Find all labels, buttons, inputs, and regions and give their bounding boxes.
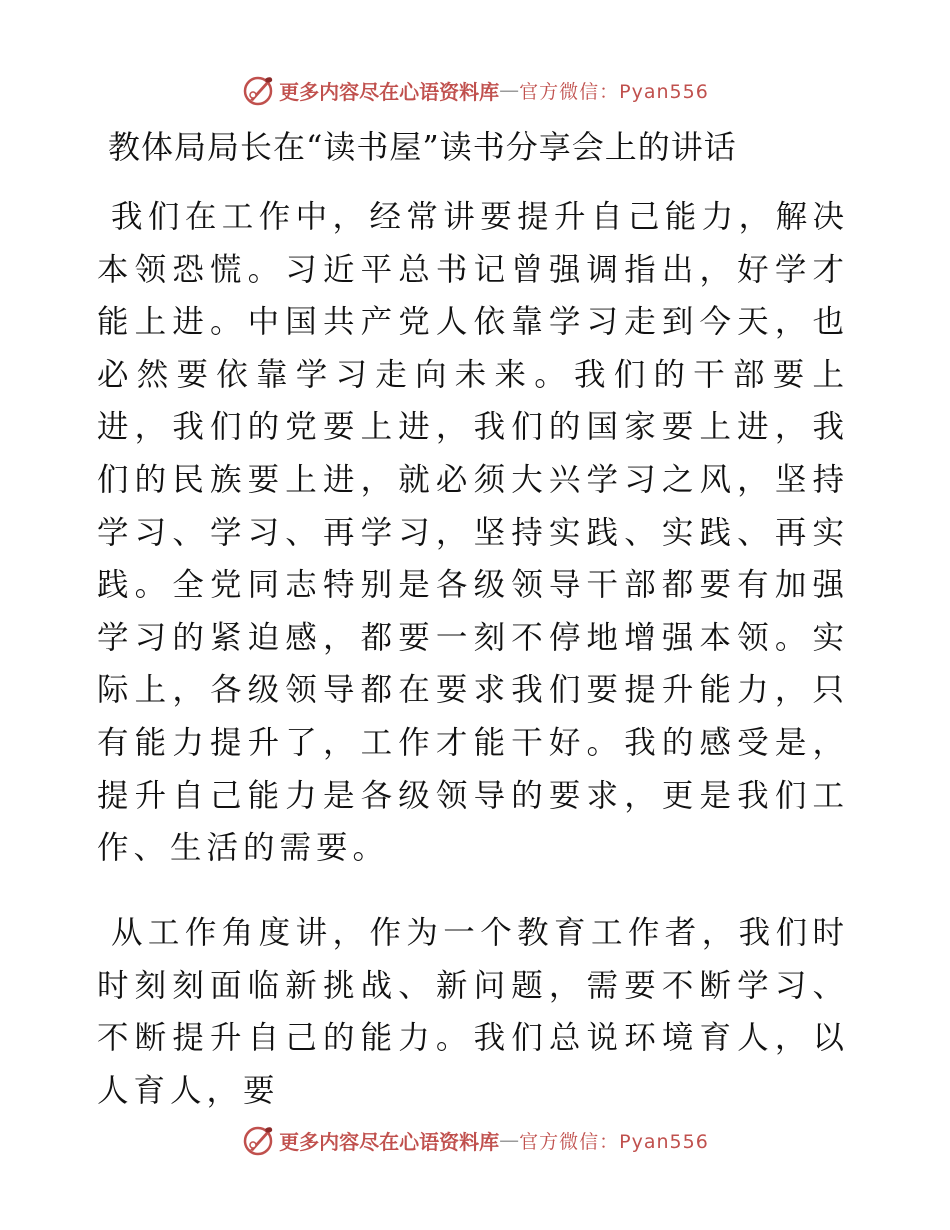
quill-pen-logo-icon — [241, 1123, 275, 1157]
paragraph-1: 我们在工作中，经常讲要提升自己能力，解决本领恐慌。习近平总书记曾强调指出，好学才能上进。中国共产党人依靠学习走到今天，也必然要依靠学习走向未来。我们的干部要上进，我们的党要上进，我们的国家要上进，我们的民族要上进，就必须大兴学习之风，坚持学习、学习、再学习，坚持实践、实践、再实践。全党同志特别是各级领导干部都要有加强学习的紧迫感，都要一刻不停地增强本领。实际上，各级领导都在要求我们要提升能力，只有能力提升了，工作才能干好。我的感受是，提升自己能力是各级领导的要求，更是我们工作、生活的需要。 — [97, 199, 849, 867]
header-banner — [0, 70, 950, 110]
header-wechat-label: 官方微信：Pyan556 — [519, 80, 709, 103]
header-brand-text: 更多内容尽在心语资料库 — [279, 79, 500, 104]
quill-pen-logo-icon — [241, 73, 275, 107]
paragraph-2: 从工作角度讲，作为一个教育工作者，我们时时刻刻面临新挑战、新问题，需要不断学习、不断提升自己的能力。我们总说环境育人，以人育人，要 — [97, 915, 849, 1109]
header-separator: — — [499, 78, 520, 102]
footer-brand-text: 更多内容尽在心语资料库 — [279, 1129, 500, 1154]
document-title: 教体局局长在“读书屋”读书分享会上的讲话 — [108, 128, 737, 166]
footer-banner — [0, 1120, 950, 1160]
footer-separator: — — [499, 1128, 520, 1152]
footer-wechat-label: 官方微信：Pyan556 — [519, 1130, 709, 1153]
